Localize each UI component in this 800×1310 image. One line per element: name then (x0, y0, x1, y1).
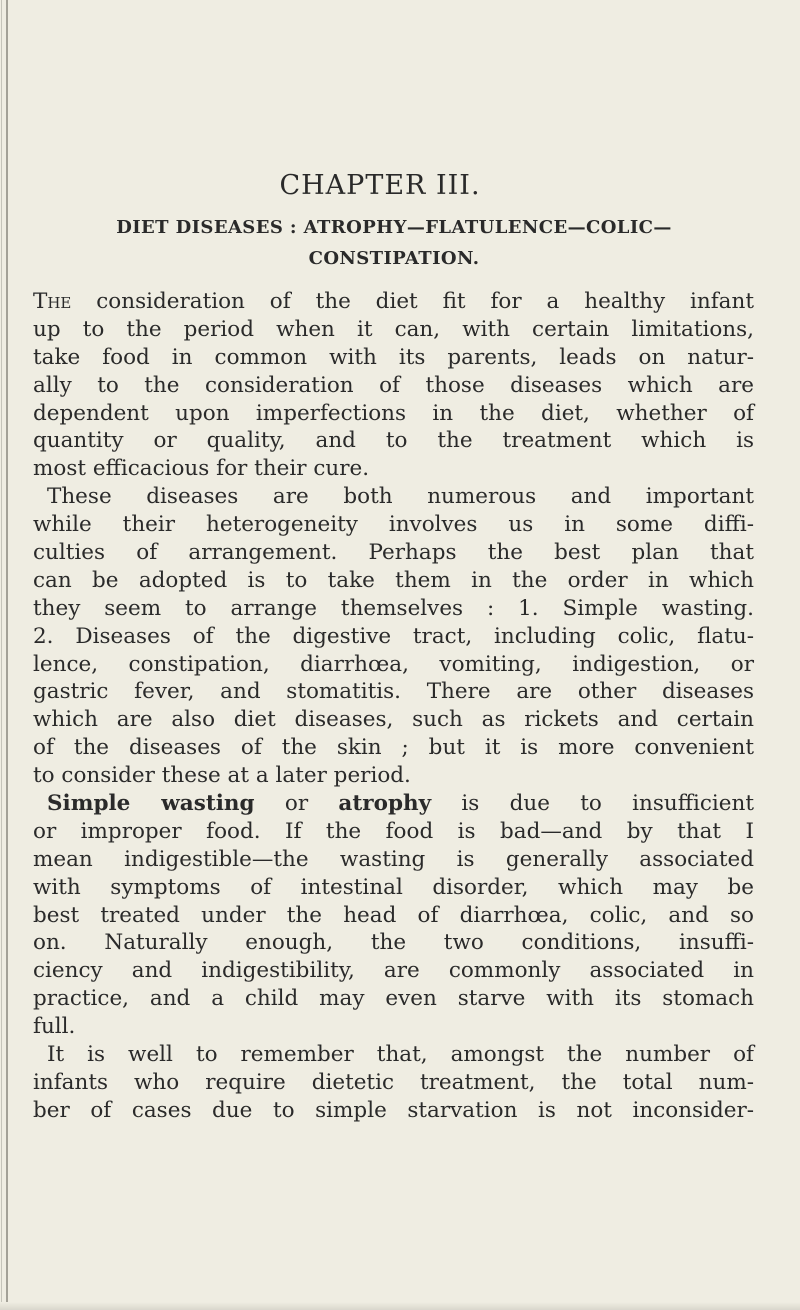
paragraph-2-line: 2. Diseases of the digestive tract, including colic, flatu- (33, 623, 754, 649)
paragraph-4-line: It is well to remember that, amongst the number of (47, 1042, 754, 1068)
paragraph-3-line: practice, and a child may even starve with its stomach (33, 986, 754, 1012)
paragraph-3-line: Simple wasting or atrophy is due to insufficient (47, 791, 755, 817)
paragraph-2-line: they seem to arrange themselves : 1. Simple wasting. (33, 595, 754, 621)
body-text (33, 288, 754, 1125)
paragraph-2-line: while their heterogeneity involves us in some diffi- (33, 512, 754, 538)
subtitle-line-1: DIET DISEASES : ATROPHY—FLATULENCE—COLIC— (116, 217, 672, 238)
paragraph-2-line: These diseases are both numerous and important (47, 484, 754, 510)
paragraph-4-line: ber of cases due to simple starvation is not inconsider- (33, 1097, 754, 1123)
paragraph-1-line: most efficacious for their cure. (33, 456, 370, 482)
paragraph-3-line: with symptoms of intestinal disorder, which may be (33, 874, 754, 900)
term-simple-wasting: Simple wasting (47, 791, 255, 817)
paragraph-3-line: ciency and indigestibility, are commonly associated in (33, 958, 754, 984)
paragraph-3-line: best treated under the head of diarrhœa, colic, and so (33, 902, 754, 928)
paragraph-2-line: gastric fever, and stomatitis. There are other diseases (33, 679, 754, 705)
paragraph-1-line: The consideration of the diet fit for a healthy infant (33, 289, 754, 314)
page-bottom-edge (0, 1302, 800, 1310)
paragraph-1-line: take food in common with its parents, leads on natur- (33, 344, 754, 370)
paragraph-3-line: or improper food. If the food is bad—and by that I (33, 818, 754, 844)
paragraph-2-line: culties of arrangement. Perhaps the best plan that (33, 540, 754, 566)
subtitle-line-2: CONSTIPATION. (308, 248, 480, 269)
paragraph-3-line: full. (33, 1014, 76, 1040)
chapter-title: CHAPTER III. (279, 170, 481, 201)
paragraph-1-line: ally to the consideration of those diseases which are (33, 372, 754, 398)
paragraph-4-line: infants who require dietetic treatment, the total num- (33, 1069, 754, 1095)
paragraph-2-line: which are also diet diseases, such as rickets and certain (33, 707, 754, 733)
term-atrophy: atrophy (338, 791, 432, 817)
paragraph-3-line: mean indigestible—the wasting is generally associated (33, 846, 754, 872)
paragraph-1-line: quantity or quality, and to the treatment which is (33, 428, 754, 454)
paragraph-2-line: lence, constipation, diarrhœa, vomiting, indigestion, or (33, 651, 754, 677)
paragraph-2-line: of the diseases of the skin ; but it is more convenient (33, 735, 754, 761)
paragraph-2-line: can be adopted is to take them in the order in which (33, 567, 754, 593)
paragraph-2-line: to consider these at a later period. (33, 763, 411, 789)
paragraph-3-line: on. Naturally enough, the two conditions, insuffi- (33, 930, 754, 956)
paragraph-1-line: dependent upon imperfections in the diet, whether of (33, 400, 754, 426)
chapter-subtitle (34, 212, 754, 274)
paragraph-1-lead: The (33, 289, 72, 314)
paragraph-1-line: up to the period when it can, with certain limitations, (33, 316, 754, 342)
